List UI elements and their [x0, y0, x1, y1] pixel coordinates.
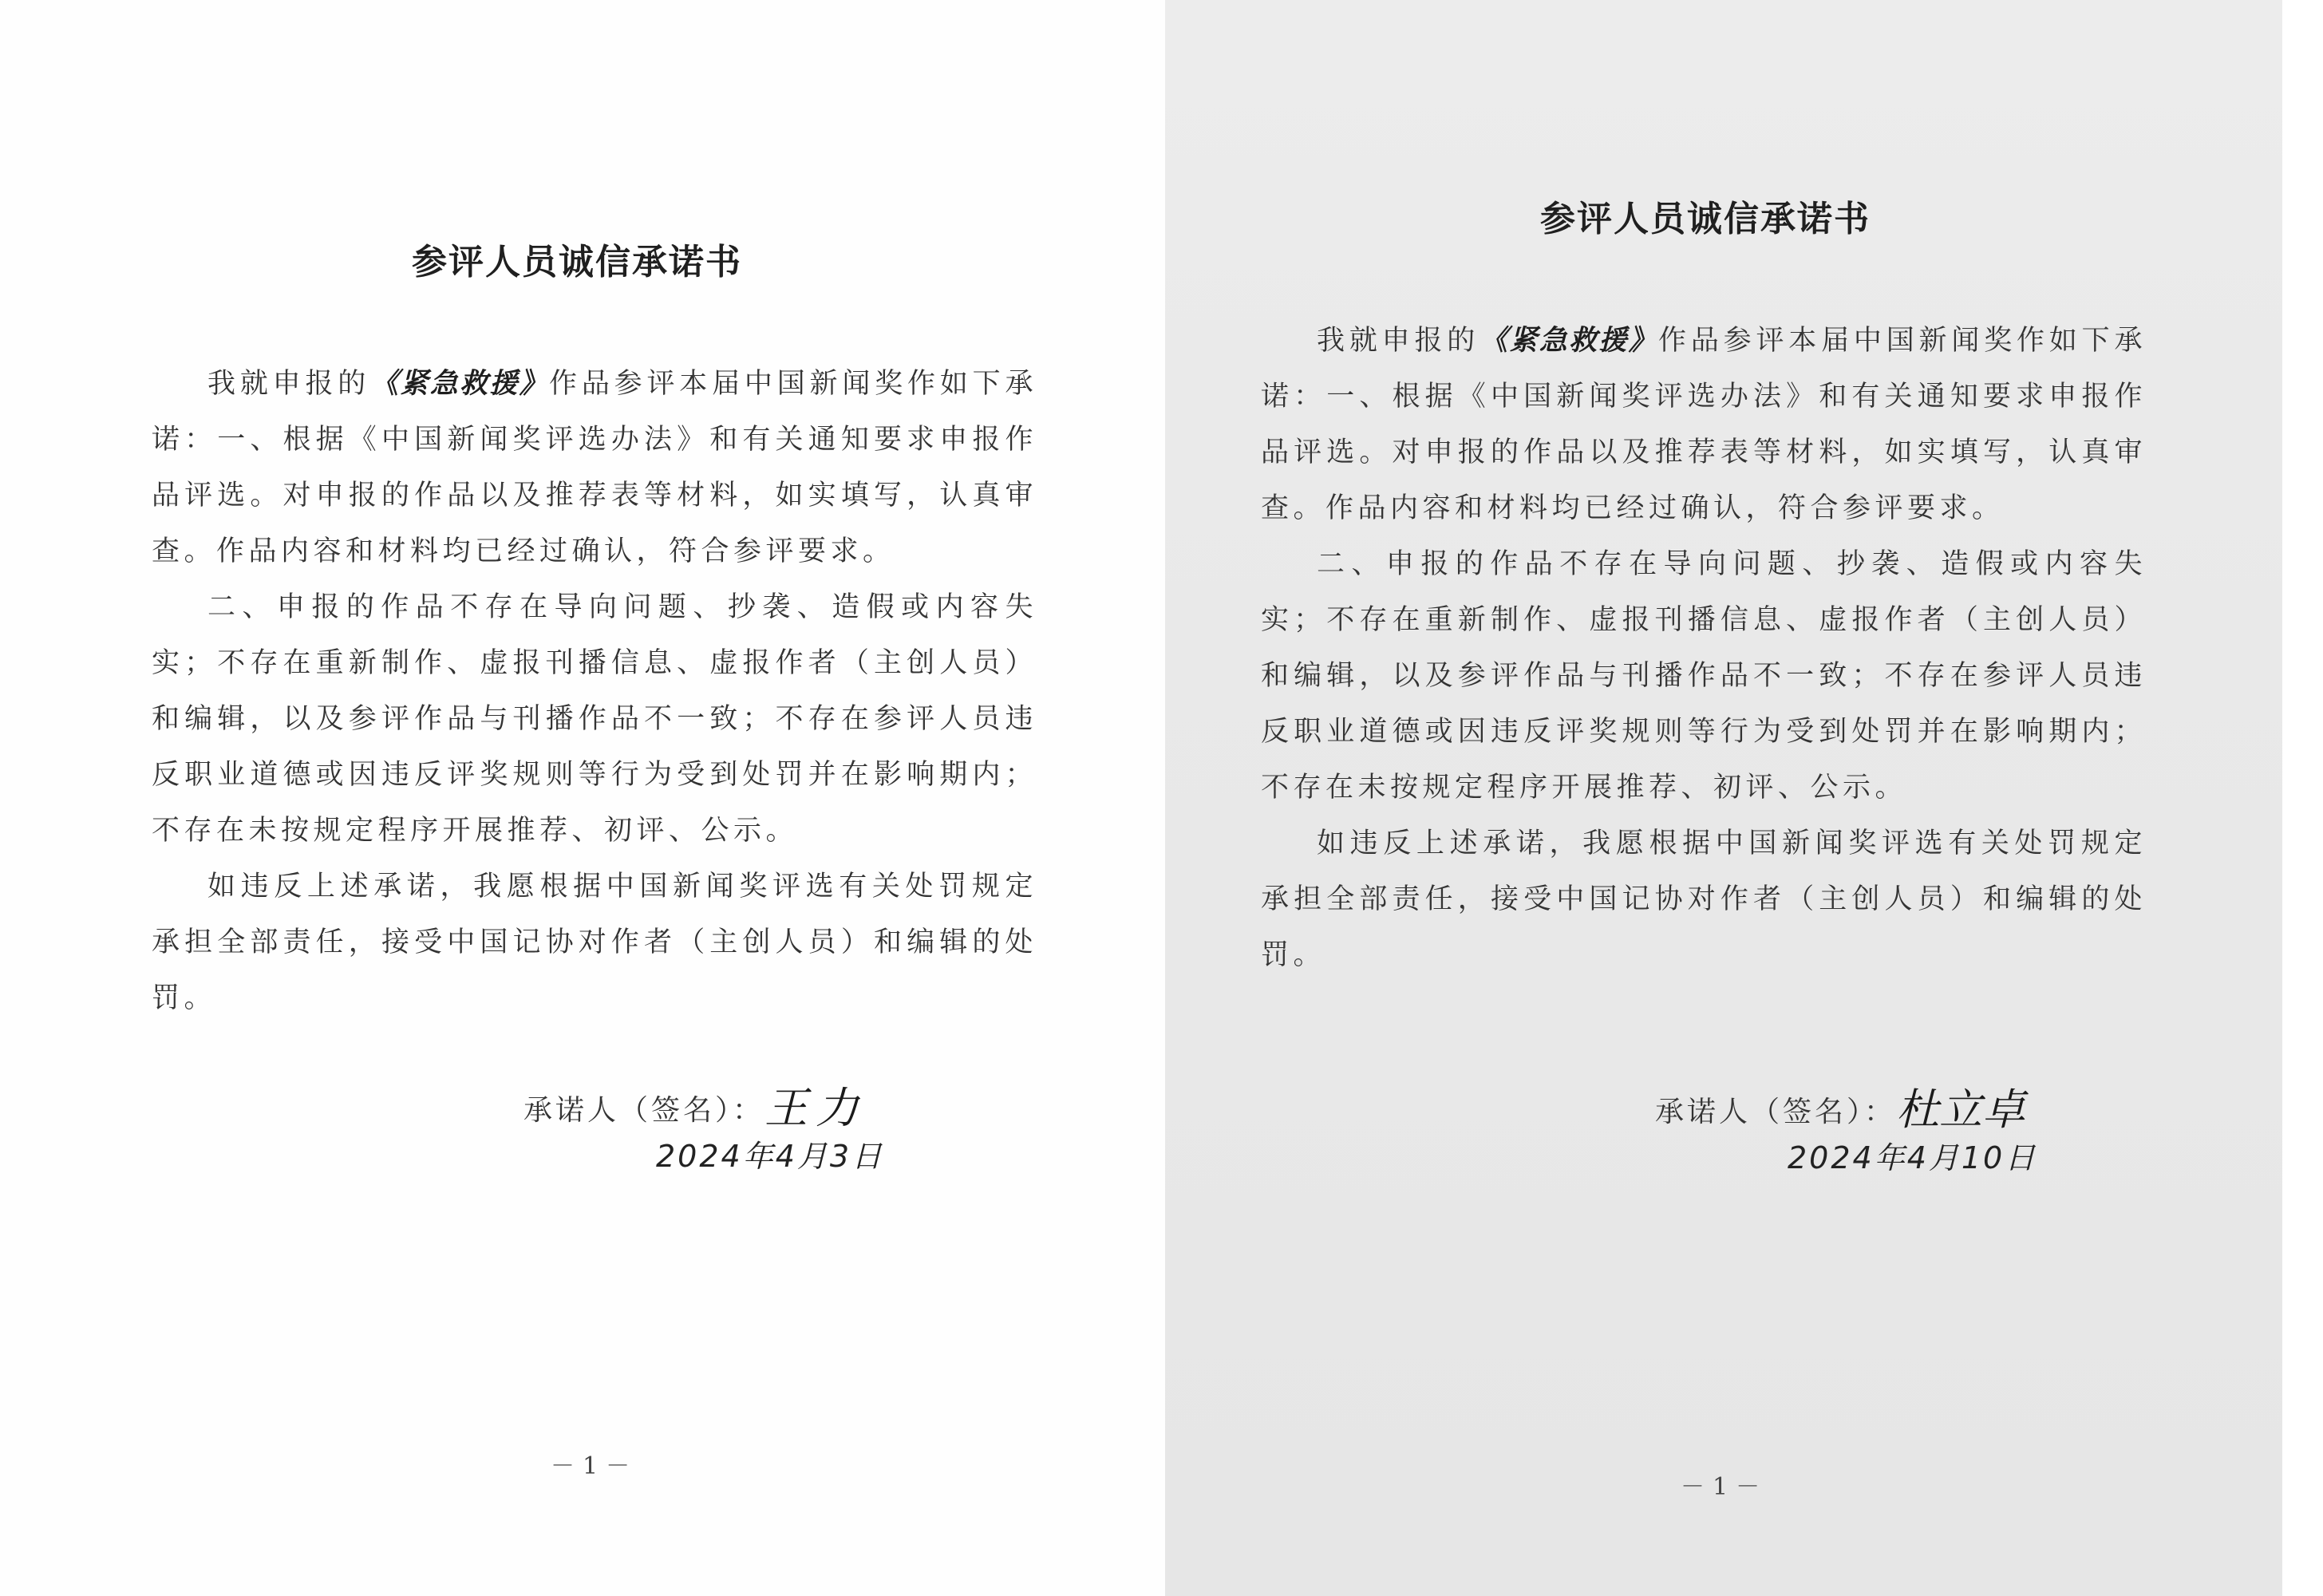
right-paragraph-2: 二、申报的作品不存在导向问题、抄袭、造假或内容失实；不存在重新制作、虚报刊播信息、虚报作者（主创人员）和编辑，以及参评作品与刊播作品不一致；不存在参评人员违反职业道德或因违反评奖规则等行为受到处罚并在影响期内；不存在未按规定程序开展推荐、初评、公示。	[1261, 548, 2147, 804]
right-document-page	[1165, 0, 2282, 1596]
right-page-title: 参评人员诚信承诺书	[1540, 199, 1871, 239]
left-sign-label: 承诺人（签名）：	[523, 1094, 765, 1127]
right-p1-work-title: 《紧急救援》	[1480, 325, 1659, 357]
left-p1-work-title: 《紧急救援》	[370, 368, 550, 400]
right-signature: 杜立卓	[1896, 1084, 2026, 1135]
left-page-title: 参评人员诚信承诺书	[412, 242, 742, 282]
right-page-body	[1261, 313, 2147, 983]
left-page-number: －1－	[551, 1452, 638, 1480]
left-date: 2024年4月3日	[656, 1139, 885, 1174]
right-signature-line	[1655, 1076, 2025, 1137]
left-paragraph-1	[152, 356, 1037, 579]
left-signature: 王力	[764, 1083, 867, 1133]
right-page-number: －1－	[1681, 1473, 1768, 1501]
left-paragraph-2: 二、申报的作品不存在导向问题、抄袭、造假或内容失实；不存在重新制作、虚报刊播信息、虚报作者（主创人员）和编辑，以及参评作品与刊播作品不一致；不存在参评人员违反职业道德或因违反评奖规则等行为受到处罚并在影响期内；不存在未按规定程序开展推荐、初评、公示。	[152, 591, 1037, 847]
right-p1-before: 我就申报的	[1317, 325, 1480, 357]
left-signature-line	[523, 1074, 867, 1136]
left-page-body	[152, 356, 1037, 1026]
left-p1-after: 作品参评本届中国新闻奖作如下承诺：一、根据《中国新闻奖评选办法》和有关通知要求申报作品评选。对申报的作品以及推荐表等材料，如实填写，认真审查。作品内容和材料均已经过确认，符合参评要求。	[152, 368, 1037, 567]
left-paragraph-3: 如违反上述承诺，我愿根据中国新闻奖评选有关处罚规定承担全部责任，接受中国记协对作者（主创人员）和编辑的处罚。	[152, 871, 1037, 1014]
right-p1-after: 作品参评本届中国新闻奖作如下承诺：一、根据《中国新闻奖评选办法》和有关通知要求申报作品评选。对申报的作品以及推荐表等材料，如实填写，认真审查。作品内容和材料均已经过确认，符合参评要求。	[1261, 325, 2147, 524]
left-p1-before: 我就申报的	[207, 368, 371, 400]
right-sign-label: 承诺人（签名）：	[1655, 1096, 1897, 1128]
right-paragraph-3: 如违反上述承诺，我愿根据中国新闻奖评选有关处罚规定承担全部责任，接受中国记协对作者（主创人员）和编辑的处罚。	[1261, 828, 2147, 971]
right-date: 2024年4月10日	[1788, 1140, 2038, 1175]
scan-background-strip	[2282, 0, 2323, 1596]
right-paragraph-1	[1261, 313, 2147, 536]
